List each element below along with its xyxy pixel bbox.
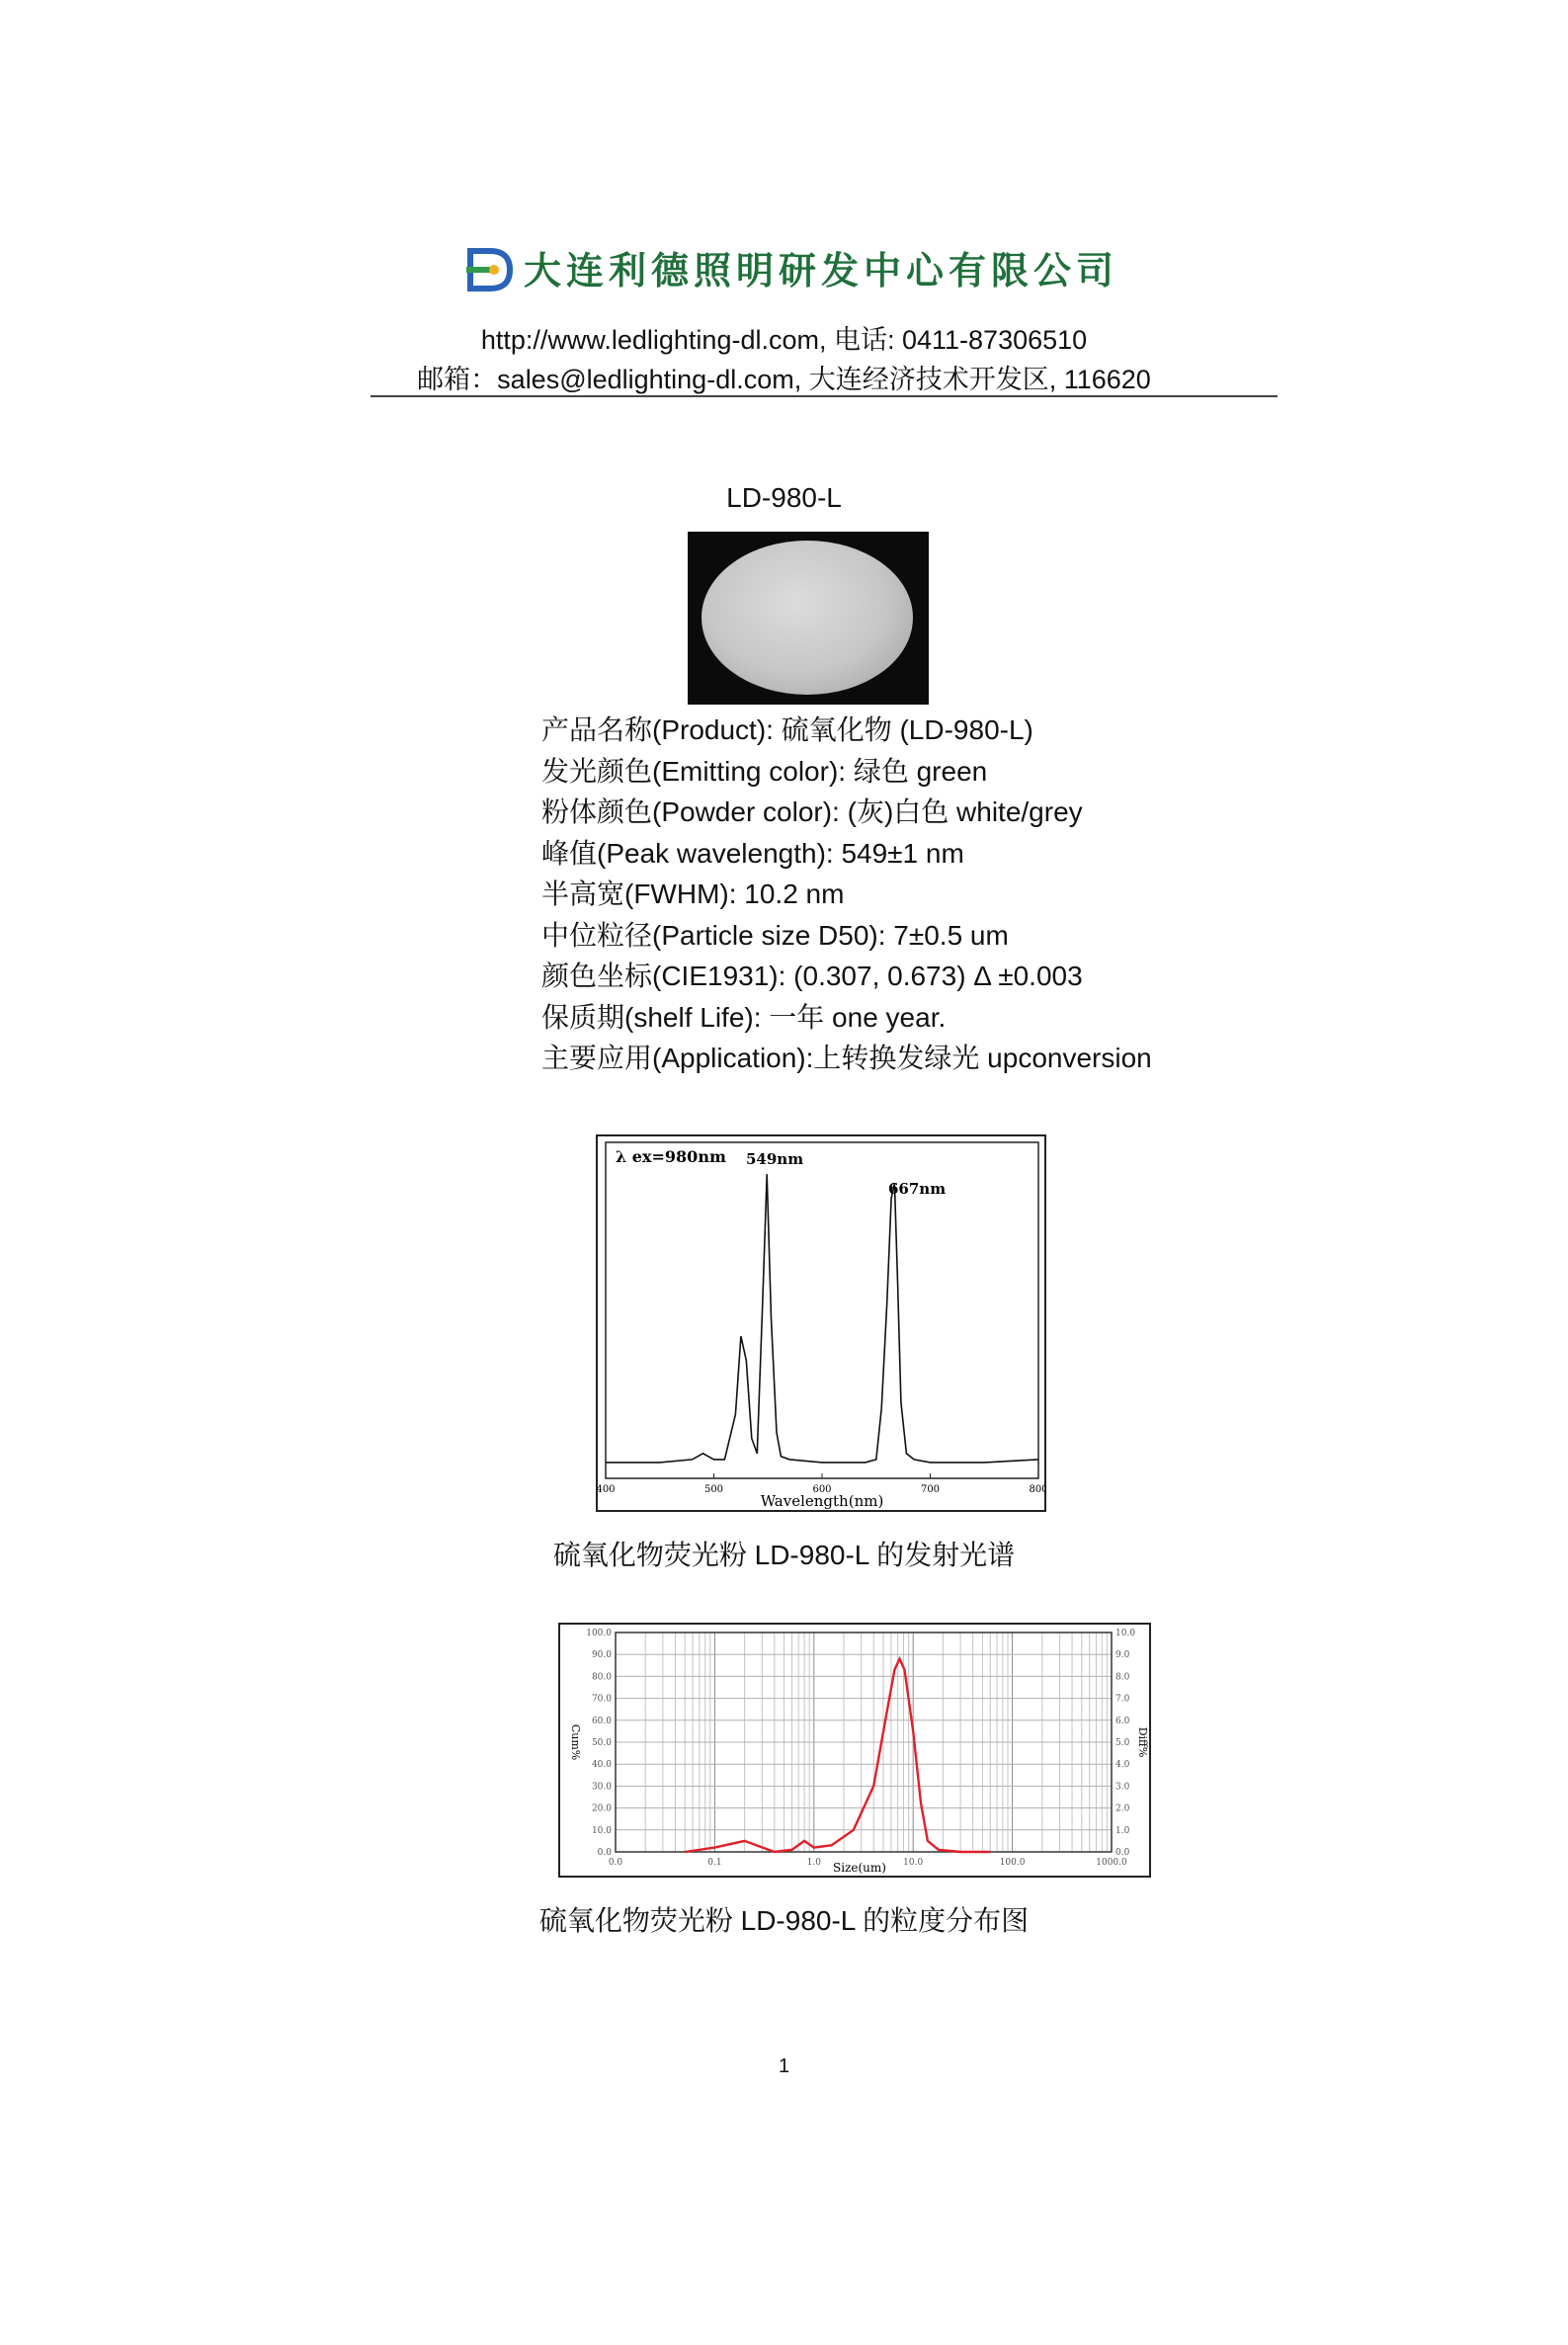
y-tick-label-right: 6.0 <box>1115 1716 1130 1726</box>
spec-cie: 颜色坐标(CIE1931): (0.307, 0.673) Δ ±0.003 <box>541 961 1083 991</box>
chart-frame <box>597 1135 1045 1511</box>
emission-spectrum-caption: 硫氧化物荧光粉 LD-980-L 的发射光谱 <box>552 1540 1016 1570</box>
y-tick-label-right: 5.0 <box>1115 1738 1130 1748</box>
company-name: 大连利德照明研发中心有限公司 <box>524 248 1119 293</box>
y-tick-label-left: 40.0 <box>591 1760 612 1771</box>
spec-list <box>541 710 1332 1079</box>
y-tick-label-left: 30.0 <box>591 1782 612 1793</box>
x-tick-label: 700 <box>920 1484 941 1495</box>
x-tick-label: 0.0 <box>608 1858 623 1868</box>
y-tick-label-left: 90.0 <box>591 1650 612 1661</box>
y-tick-label-right: 8.0 <box>1115 1672 1130 1683</box>
y-axis-label-left: Cum% <box>569 1723 582 1761</box>
spec-particle-size: 中位粒径(Particle size D50): 7±0.5 um <box>541 919 1009 951</box>
x-tick-label: 1.0 <box>806 1858 821 1868</box>
y-tick-label-left: 20.0 <box>591 1803 612 1814</box>
y-axis-label-right: Diff% <box>1136 1726 1149 1758</box>
y-tick-label-left: 60.0 <box>591 1716 612 1726</box>
x-axis-label: Size(um) <box>833 1861 886 1875</box>
peak-label-667: 667nm <box>888 1180 947 1198</box>
header-divider <box>371 395 1278 397</box>
spec-fwhm: 半高宽(FWHM): 10.2 nm <box>541 879 845 909</box>
product-photo <box>688 532 929 705</box>
contact-line-2: 邮箱：sales@ledlighting-dl.com, 大连经济技术开发区, 116620 <box>417 365 1151 394</box>
x-tick-label: 800 <box>1029 1484 1046 1495</box>
x-tick-label: 600 <box>812 1484 832 1495</box>
emission-spectrum-chart <box>596 1134 1046 1512</box>
y-tick-label-left: 100.0 <box>586 1629 612 1638</box>
y-tick-label-right: 7.0 <box>1115 1694 1130 1705</box>
chart-frame <box>559 1624 1150 1877</box>
y-tick-label-left: 50.0 <box>591 1738 612 1748</box>
x-tick-label: 500 <box>703 1484 724 1495</box>
y-tick-label-left: 0.0 <box>597 1848 612 1858</box>
particle-size-chart <box>558 1623 1151 1878</box>
y-tick-label-right: 4.0 <box>1115 1760 1130 1771</box>
excitation-label: λ ex=980nm <box>616 1147 726 1166</box>
y-tick-label-right: 1.0 <box>1115 1825 1130 1836</box>
y-tick-label-right: 9.0 <box>1115 1650 1130 1661</box>
y-tick-label-left: 70.0 <box>591 1694 612 1705</box>
y-tick-label-right: 2.0 <box>1115 1803 1130 1814</box>
x-tick-label: 1000.0 <box>1096 1858 1127 1868</box>
particle-size-caption: 硫氧化物荧光粉 LD-980-L 的粒度分布图 <box>538 1905 1030 1936</box>
y-tick-label-left: 10.0 <box>591 1825 612 1836</box>
spec-powder-color: 粉体颜色(Powder color): (灰)白色 white/grey <box>541 796 1083 827</box>
x-tick-label: 100.0 <box>999 1858 1026 1868</box>
x-tick-label: 10.0 <box>903 1858 924 1868</box>
x-axis-label: Wavelength(nm) <box>760 1492 884 1510</box>
y-tick-label-right: 10.0 <box>1115 1629 1136 1638</box>
x-tick-label: 0.1 <box>707 1858 722 1868</box>
product-code: LD-980-L <box>726 482 842 513</box>
peak-label-549: 549nm <box>746 1150 804 1168</box>
spec-application: 主要应用(Application):上转换发绿光 upconversion <box>541 1043 1152 1073</box>
spec-emitting-color: 发光颜色(Emitting color): 绿色 green <box>541 755 988 787</box>
spec-shelf-life: 保质期(shelf Life): 一年 one year. <box>541 1001 947 1033</box>
y-tick-label-right: 0.0 <box>1115 1848 1130 1858</box>
spec-product: 产品名称(Product): 硫氧化物 (LD-980-L) <box>541 714 1033 745</box>
x-tick-label: 400 <box>596 1484 616 1495</box>
y-tick-label-left: 80.0 <box>591 1672 612 1683</box>
ld-logo-icon <box>464 245 520 294</box>
page-number: 1 <box>778 2055 790 2077</box>
spec-peak-wavelength: 峰值(Peak wavelength): 549±1 nm <box>541 837 964 869</box>
contact-line-1: http://www.ledlighting-dl.com, 电话: 0411-87306510 <box>480 325 1088 355</box>
y-tick-label-right: 3.0 <box>1115 1782 1130 1793</box>
